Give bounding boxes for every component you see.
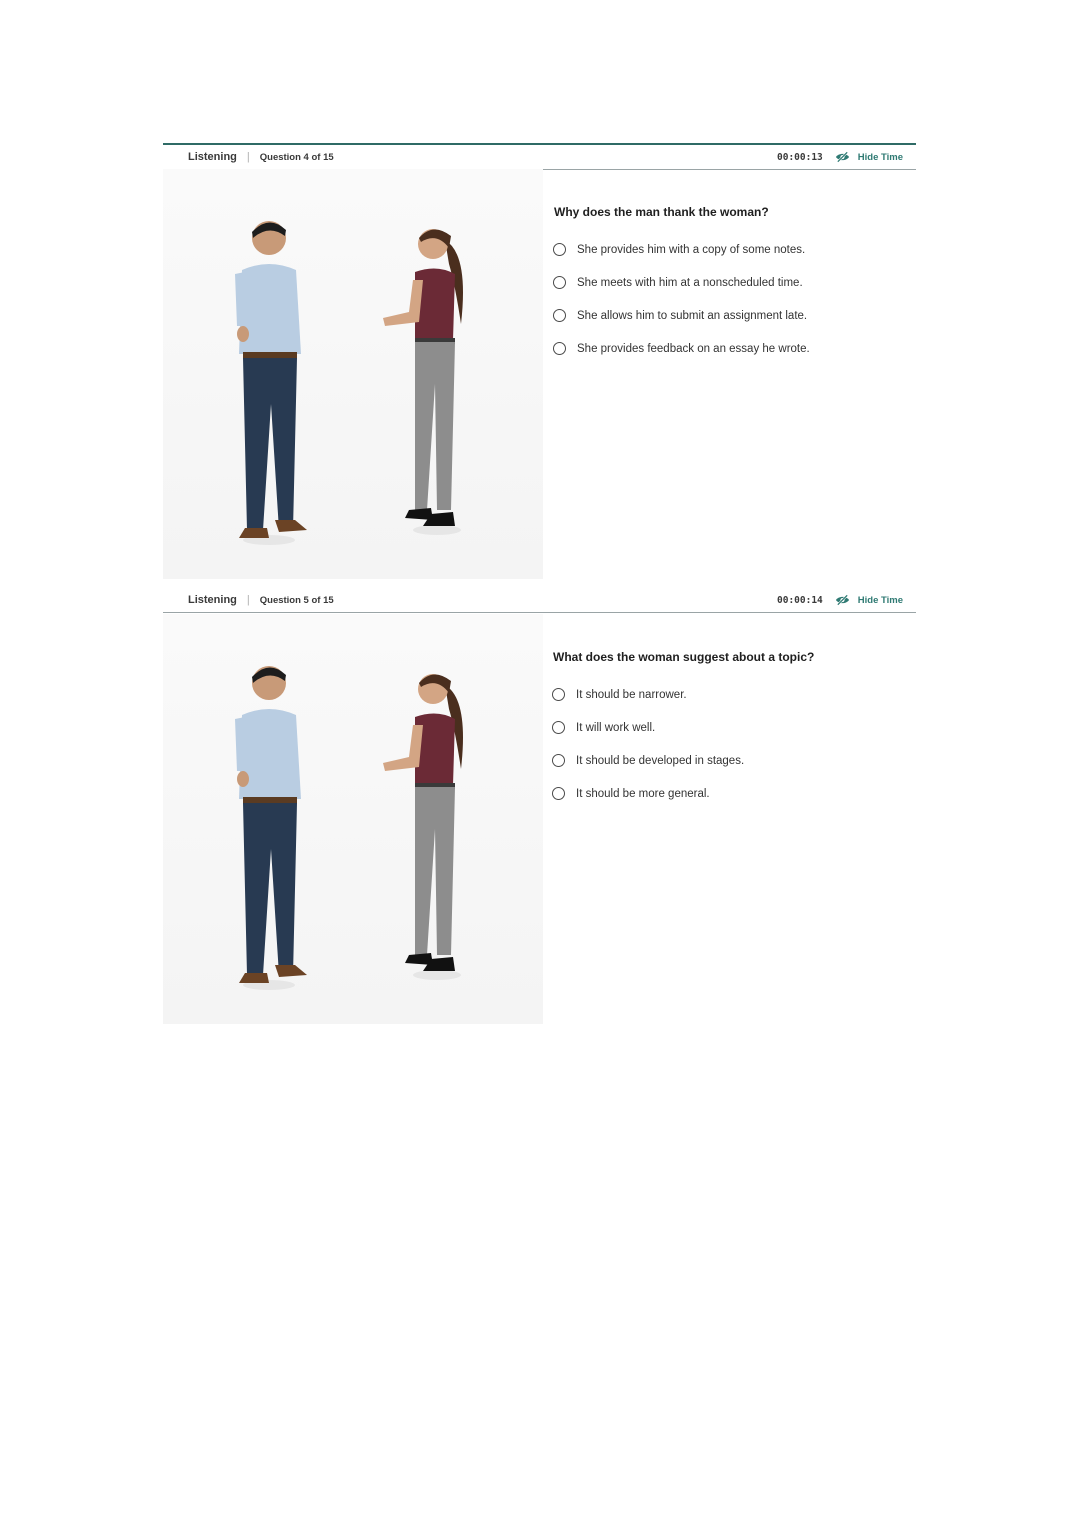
radio-button[interactable] — [552, 754, 565, 767]
conversation-illustration — [163, 614, 543, 1024]
radio-button[interactable] — [553, 243, 566, 256]
woman-figure — [383, 674, 463, 980]
answer-option-1[interactable] — [552, 678, 892, 711]
question-area — [553, 205, 893, 365]
answer-option-text: She allows him to submit an assignment late. — [577, 309, 808, 322]
test-header-bar — [163, 588, 916, 613]
radio-button[interactable] — [553, 276, 566, 289]
answer-option-2[interactable] — [553, 266, 893, 299]
question-text: What does the woman suggest about a topic? — [553, 650, 815, 664]
answer-option-text: It should be narrower. — [576, 688, 687, 701]
answer-option-4[interactable] — [552, 777, 892, 810]
eye-slash-icon — [835, 151, 850, 163]
conversation-illustration — [163, 169, 543, 579]
man-figure — [235, 221, 307, 545]
answer-option-text: It should be developed in stages. — [576, 754, 745, 767]
timer-readout: 00:00:14 — [777, 594, 823, 606]
hide-time-label: Hide Time — [857, 594, 903, 606]
man-figure — [235, 666, 307, 990]
eye-slash-icon — [835, 594, 850, 606]
header-divider: | — [246, 151, 250, 163]
answer-option-text: It will work well. — [576, 721, 656, 734]
radio-button[interactable] — [552, 721, 565, 734]
question-panel-1 — [163, 143, 916, 583]
answer-option-2[interactable] — [552, 711, 892, 744]
radio-button[interactable] — [552, 787, 565, 800]
section-label: Listening — [188, 151, 237, 163]
question-panel-2 — [163, 588, 916, 1028]
question-counter: Question 5 of 15 — [259, 594, 334, 606]
radio-button[interactable] — [552, 688, 565, 701]
timer-readout: 00:00:13 — [777, 151, 823, 163]
answer-option-4[interactable] — [553, 332, 893, 365]
answer-option-3[interactable] — [552, 744, 892, 777]
man-and-woman-illustration — [223, 214, 483, 554]
answer-option-text: She meets with him at a nonscheduled time. — [577, 276, 803, 289]
test-header-bar — [163, 143, 916, 170]
man-and-woman-illustration — [223, 659, 483, 999]
radio-button[interactable] — [553, 309, 566, 322]
answer-option-text: It should be more general. — [576, 787, 710, 800]
section-label: Listening — [188, 594, 237, 606]
question-text: Why does the man thank the woman? — [554, 205, 769, 219]
hide-time-button[interactable] — [835, 594, 903, 606]
hide-time-button[interactable] — [835, 151, 903, 163]
hide-time-label: Hide Time — [857, 151, 903, 163]
radio-button[interactable] — [553, 342, 566, 355]
answer-option-text: She provides feedback on an essay he wrote. — [577, 342, 810, 355]
question-area — [552, 650, 892, 810]
answer-option-3[interactable] — [553, 299, 893, 332]
question-counter: Question 4 of 15 — [259, 151, 334, 163]
woman-figure — [383, 229, 463, 535]
answer-option-text: She provides him with a copy of some notes. — [577, 243, 806, 256]
answer-option-1[interactable] — [553, 233, 893, 266]
header-divider: | — [246, 594, 250, 606]
